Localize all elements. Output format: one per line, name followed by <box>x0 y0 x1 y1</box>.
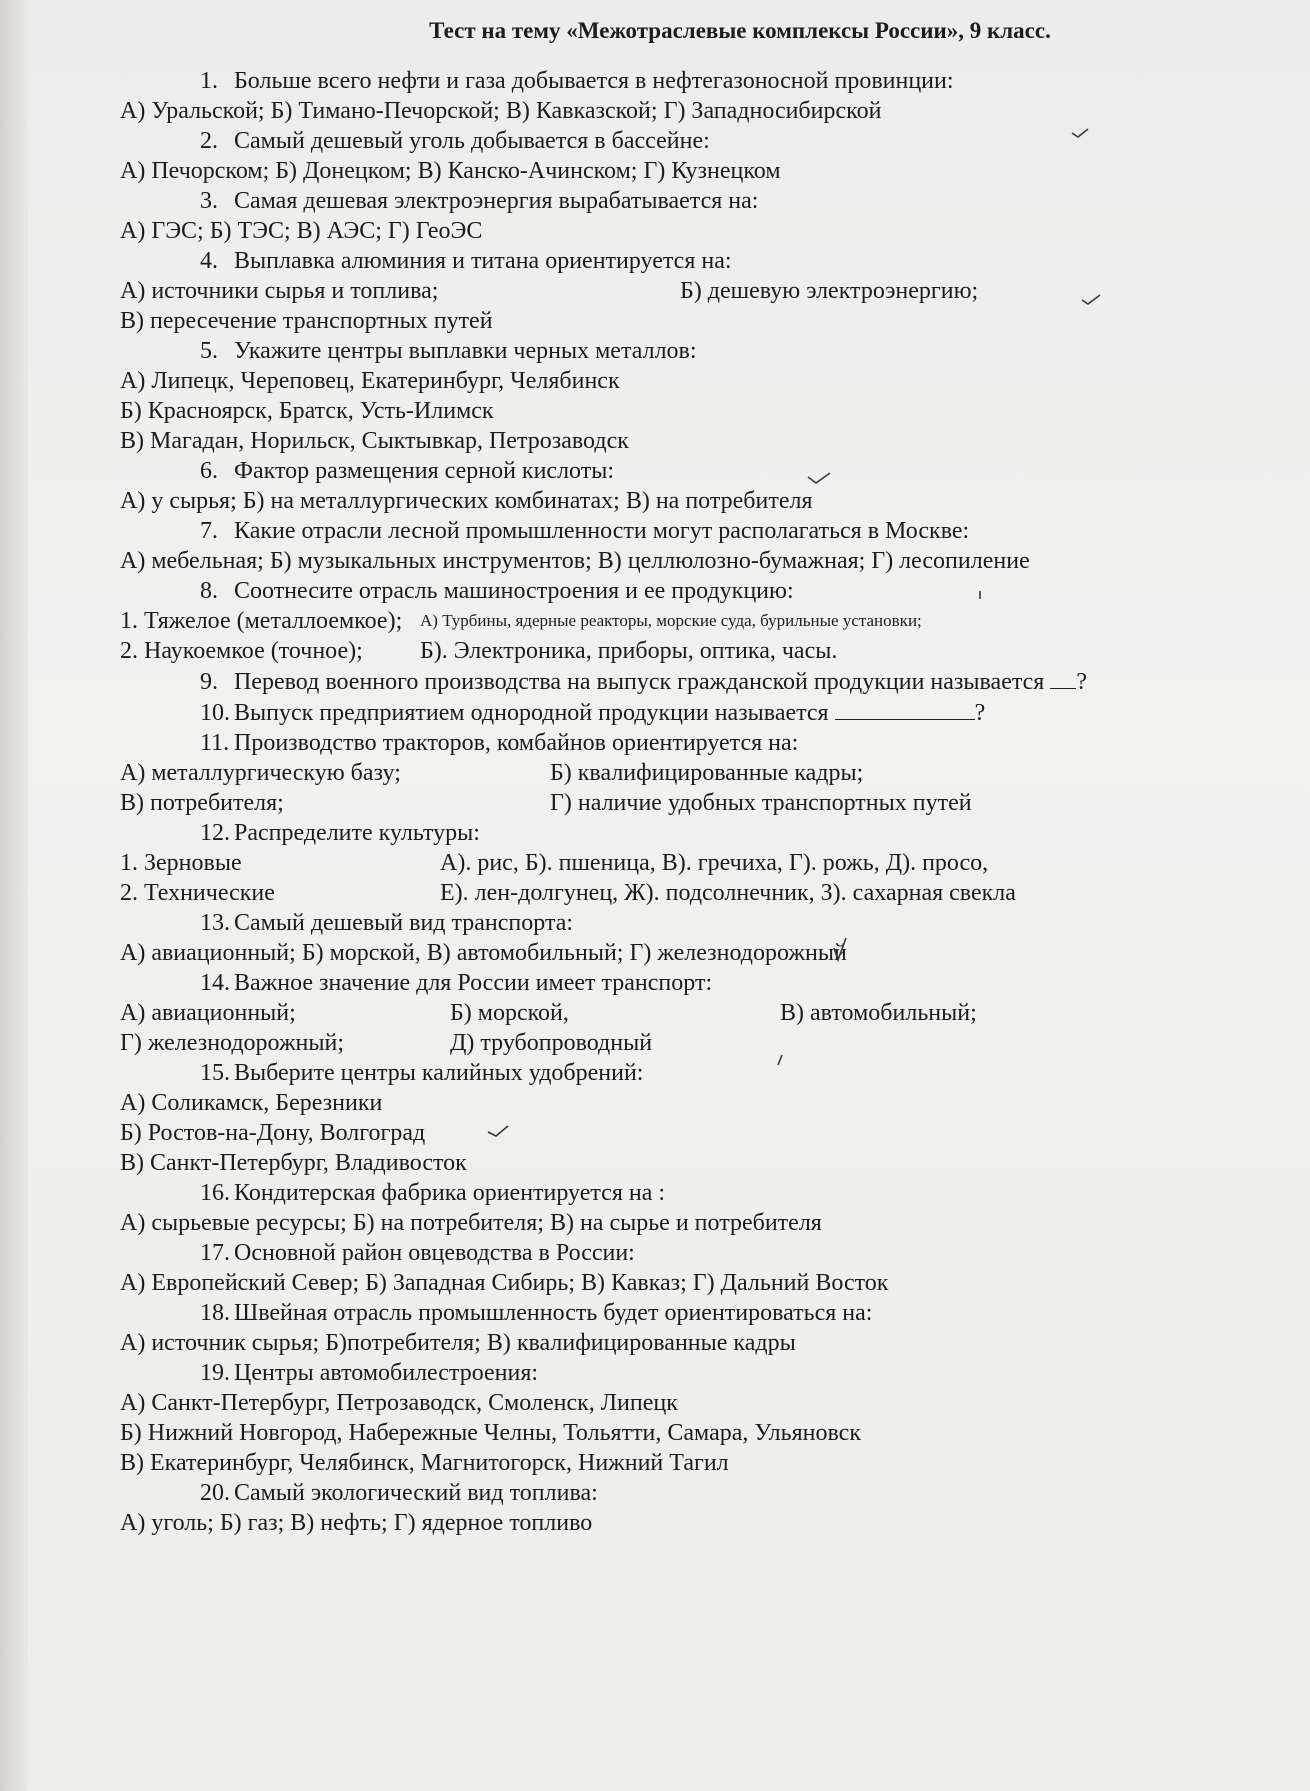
answer-11c: В) потребителя; <box>120 790 284 816</box>
answer-19b: Б) Нижний Новгород, Набережные Челны, Тольятти, Самара, Ульяновск <box>120 1420 861 1446</box>
answer-15b: Б) Ростов-на-Дону, Волгоград <box>120 1120 426 1146</box>
answers-3: А) ГЭС; Б) ТЭС; В) АЭС; Г) ГеоЭС <box>120 218 483 244</box>
answers-7: А) мебельная; Б) музыкальных инструментов; В) целлюлозно-бумажная; Г) лесопиление <box>120 548 1030 574</box>
answers-1: А) Уральской; Б) Тимано-Печорской; В) Кавказской; Г) Западносибирской <box>120 98 882 124</box>
answer-14d: Г) железнодорожный; <box>120 1030 345 1056</box>
question-2: 2. Самый дешевый уголь добывается в бассейне: <box>200 128 710 154</box>
answers-20: А) уголь; Б) газ; В) нефть; Г) ядерное топливо <box>120 1510 593 1536</box>
test-sheet <box>120 18 1250 1538</box>
answers-14-row-2 <box>120 1028 1250 1058</box>
answer-4b: Б) дешевую электроэнергию; <box>680 278 979 304</box>
match-8-row-2 <box>120 636 1250 666</box>
answers-6: А) у сырья; Б) на металлургических комбинатах; В) на потребителя <box>120 488 813 514</box>
question-3: 3. Самая дешевая электроэнергия вырабатывается на: <box>200 188 759 214</box>
answers-17: А) Европейский Север; Б) Западная Сибирь; В) Кавказ; Г) Дальний Восток <box>120 1270 889 1296</box>
match-8-right-2: Б). Электроника, приборы, оптика, часы. <box>420 638 838 664</box>
answer-14a: А) авиационный; <box>120 1000 296 1026</box>
question-9: 9. Перевод военного производства на выпуск гражданской продукции называется ? <box>120 666 1250 697</box>
answer-15a: А) Соликамск, Березники <box>120 1090 383 1116</box>
question-4: 4. Выплавка алюминия и титана ориентируется на: <box>200 248 732 274</box>
crops-right-2: Е). лен-долгунец, Ж). подсолнечник, З). сахарная свекла <box>440 880 1016 906</box>
answer-blank-10 <box>835 697 975 720</box>
match-8-left-1: 1. Тяжелое (металлоемкое); <box>120 608 403 634</box>
question-7: 7. Какие отрасли лесной промышленности могут располагаться в Москве: <box>200 518 970 544</box>
question-18: 18. Швейная отрасль промышленность будет ориентироваться на: <box>200 1300 873 1326</box>
answers-4-row <box>120 276 1250 306</box>
answer-5c: В) Магадан, Норильск, Сыктывкар, Петрозаводск <box>120 428 629 454</box>
answer-19a: А) Санкт-Петербург, Петрозаводск, Смоленск, Липецк <box>120 1390 678 1416</box>
answer-14c: В) автомобильный; <box>780 1000 977 1026</box>
answer-11b: Б) квалифицированные кадры; <box>550 760 864 786</box>
crops-left-2: 2. Технические <box>120 880 275 906</box>
answer-5a: А) Липецк, Череповец, Екатеринбург, Челябинск <box>120 368 620 394</box>
question-10: 10. Выпуск предприятием однородной продукции называется ? <box>120 697 1250 728</box>
question-6: 6. Фактор размещения серной кислоты: <box>200 458 615 484</box>
answer-4a: А) источники сырья и топлива; <box>120 278 439 304</box>
question-15: 15. Выберите центры калийных удобрений: <box>200 1060 644 1086</box>
answer-blank-9 <box>1050 666 1076 689</box>
question-5: 5. Укажите центры выплавки черных металлов: <box>200 338 697 364</box>
question-12: 12. Распределите культуры: <box>200 820 480 846</box>
answer-15c: В) Санкт-Петербург, Владивосток <box>120 1150 467 1176</box>
answers-2: А) Печорском; Б) Донецком; В) Канско-Ачинском; Г) Кузнецком <box>120 158 781 184</box>
answers-18: А) источник сырья; Б)потребителя; В) квалифицированные кадры <box>120 1330 796 1356</box>
match-8-right-1: А) Турбины, ядерные реакторы, морские суда, бурильные установки; <box>420 611 922 630</box>
question-1: 1. Больше всего нефти и газа добывается в нефтегазоносной провинции: <box>200 68 954 94</box>
answer-11a: А) металлургическую базу; <box>120 760 401 786</box>
crops-row-2 <box>120 878 1250 908</box>
question-19: 19. Центры автомобилестроения: <box>200 1360 539 1386</box>
page-title: Тест на тему «Межотраслевые комплексы России», 9 класс. <box>429 18 1051 43</box>
answers-14-row-1 <box>120 998 1250 1028</box>
crops-left-1: 1. Зерновые <box>120 850 242 876</box>
answer-14b: Б) морской, <box>450 1000 569 1026</box>
question-17: 17. Основной район овцеводства в России: <box>200 1240 635 1266</box>
answers-16: А) сырьевые ресурсы; Б) на потребителя; В) на сырье и потребителя <box>120 1210 822 1236</box>
answer-11d: Г) наличие удобных транспортных путей <box>550 790 972 816</box>
question-20: 20. Самый экологический вид топлива: <box>200 1480 598 1506</box>
question-14: 14. Важное значение для России имеет транспорт: <box>200 970 713 996</box>
answer-5b: Б) Красноярск, Братск, Усть-Илимск <box>120 398 494 424</box>
answers-11-row-2 <box>120 788 1250 818</box>
answer-19c: В) Екатеринбург, Челябинск, Магнитогорск, Нижний Тагил <box>120 1450 729 1476</box>
question-13: 13. Самый дешевый вид транспорта: <box>200 910 574 936</box>
answer-14e: Д) трубопроводный <box>450 1030 653 1056</box>
question-8: 8. Соотнесите отрасль машиностроения и ее продукцию: <box>200 578 794 604</box>
page-edge-shadow <box>0 0 28 1791</box>
answers-11-row-1 <box>120 758 1250 788</box>
match-8-left-2: 2. Наукоемкое (точное); <box>120 638 363 664</box>
answers-13: А) авиационный; Б) морской, В) автомобильный; Г) железнодорожный <box>120 940 847 966</box>
crops-row-1 <box>120 848 1250 878</box>
answer-4c: В) пересечение транспортных путей <box>120 308 493 334</box>
match-8-row-1 <box>120 606 1250 636</box>
question-16: 16. Кондитерская фабрика ориентируется на : <box>200 1180 666 1206</box>
question-11: 11. Производство тракторов, комбайнов ориентируется на: <box>200 730 799 756</box>
crops-right-1: А). рис, Б). пшеница, В). гречиха, Г). рожь, Д). просо, <box>440 850 989 876</box>
